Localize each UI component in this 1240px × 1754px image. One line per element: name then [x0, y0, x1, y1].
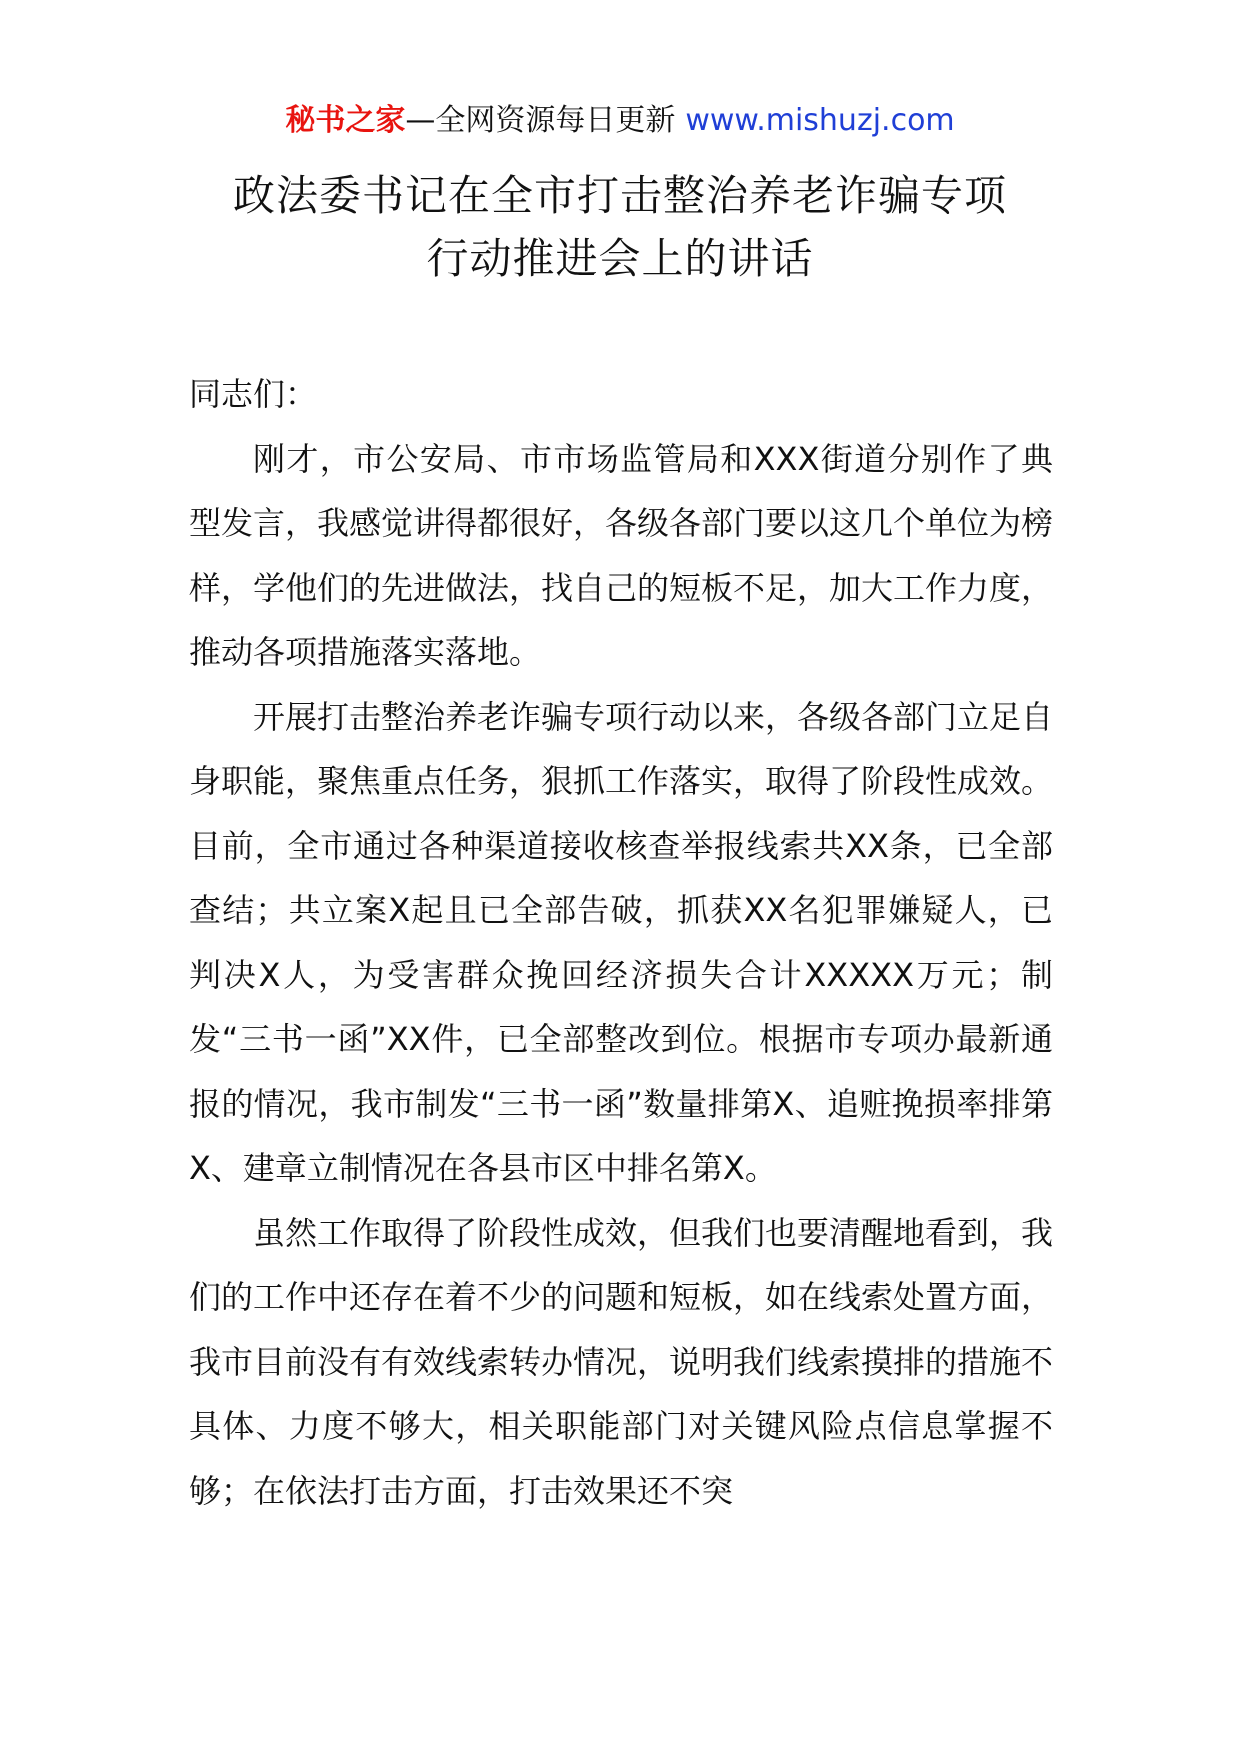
title-line-2: 行动推进会上的讲话 [426, 234, 814, 283]
banner-slogan: 全网资源每日更新 [435, 103, 676, 138]
salutation: 同志们： [189, 375, 318, 413]
paragraph-1: 刚才，市公安局、市市场监管局和XXX街道分别作了典型发言，我感觉讲得都很好，各级各部门要以这几个单位为榜样，学他们的先进做法，找自己的短板不足，加大工作力度，推动各项措施落实落地。 [189, 439, 1054, 671]
banner-dash: — [405, 103, 436, 138]
document-title [160, 164, 1080, 290]
site-url-link[interactable]: www.mishuzj.com [685, 103, 955, 138]
site-brand: 秘书之家 [285, 103, 406, 138]
document-body [189, 362, 1053, 1523]
title-line-1: 政法委书记在全市打击整治养老诈骗专项 [232, 171, 1007, 220]
paragraph-2: 开展打击整治养老诈骗专项行动以来，各级各部门立足自身职能，聚焦重点任务，狠抓工作落实，取得了阶段性成效。目前，全市通过各种渠道接收核查举报线索共XX条，已全部查结；共立案X起且已全部告破，抓获XX名犯罪嫌疑人，已判决X人，为受害群众挽回经济损失合计XXXXX万元；制发“三书一函”XX件，已全部整改到位。根据市专项办最新通报的情况，我市制发“三书一函”数量排第X、追赃挽损率排第X、建章立制情况在各县市区中排名第X。 [189, 697, 1054, 1187]
site-banner [0, 101, 1240, 141]
paragraph-3: 虽然工作取得了阶段性成效，但我们也要清醒地看到，我们的工作中还存在着不少的问题和短板，如在线索处置方面，我市目前没有有效线索转办情况，说明我们线索摸排的措施不具体、力度不够大，相关职能部门对关键风险点信息掌握不够；在依法打击方面，打击效果还不突 [189, 1213, 1054, 1510]
